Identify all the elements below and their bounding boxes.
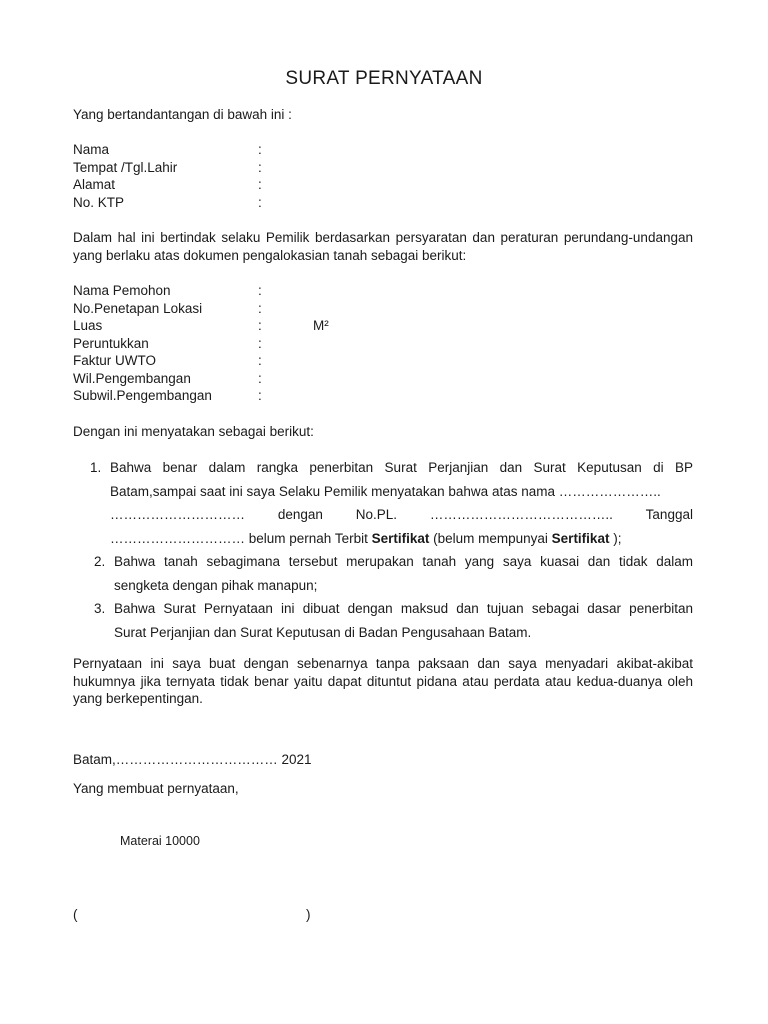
field-colon: : [258, 194, 262, 210]
signature-close-paren: ) [306, 907, 311, 922]
item-text-c: (belum mempunyai [429, 530, 552, 546]
signature-open-paren: ( [73, 907, 78, 922]
field-no-penetapan-lokasi [73, 300, 373, 318]
field-label: Peruntukkan [73, 335, 149, 351]
field-subwil-pengembangan [73, 387, 373, 405]
list-item-text: Bahwa tanah sebagimana tersebut merupakan tanah yang saya kuasai dan tidak dalam [114, 554, 693, 569]
place-date: Batam,……………………………… 2021 [73, 752, 312, 767]
declaration-list [90, 456, 693, 644]
field-label: Subwil.Pengembangan [73, 388, 212, 403]
list-item [94, 550, 693, 597]
materai-label: Materai 10000 [120, 834, 200, 848]
field-label: Faktur UWTO [73, 353, 157, 368]
field-label: No.Penetapan Lokasi [73, 300, 203, 316]
list-number: 3. [94, 601, 106, 616]
document-title: SURAT PERNYATAAN [285, 68, 483, 89]
field-peruntukkan [73, 335, 373, 353]
word-sertifikat: Sertifikat [371, 530, 430, 546]
field-no-ktp [73, 194, 373, 212]
list-item [94, 597, 693, 644]
item-text-b: belum pernah Terbit [245, 530, 372, 546]
field-colon: : [258, 300, 262, 316]
item-text-a: Bahwa benar dalam rangka penerbitan Surat Perjanjian dan Surat Keputusan di BP Batam,sampai saat ini saya Selaku Pemilik menyatakan bahwa atas nama ………………….. [110, 460, 693, 499]
declaration-intro: Dengan ini menyatakan sebagai berikut: [73, 424, 314, 439]
list-item-text: Bahwa Surat Pernyataan ini dibuat dengan maksud dan tujuan sebagai dasar penerbitan [114, 601, 693, 616]
dots-nopl: ………………………………….. [429, 507, 613, 522]
list-item [90, 456, 693, 550]
field-nama [73, 141, 373, 159]
list-item-text [110, 456, 693, 550]
intro-text: Yang bertandantangan di bawah ini : [73, 107, 292, 122]
field-label: Luas [73, 318, 103, 333]
word-dengan: dengan [277, 507, 323, 522]
field-label: Tempat /Tgl.Lahir [73, 159, 178, 175]
closing-paragraph: Pernyataan ini saya buat dengan sebenarnya tanpa paksaan dan saya menyadari akibat-akibat hukumnya jika ternyata tidak benar yaitu dapat dituntut pidana atau perdata atau kedua-duanya oleh yang berkepentingan. [73, 656, 693, 706]
field-colon: : [258, 177, 262, 192]
field-wil-pengembangan [73, 370, 373, 388]
field-colon: : [258, 370, 262, 386]
field-alamat [73, 176, 373, 194]
list-item-last-line: Surat Perjanjian dan Surat Keputusan di Badan Pengusahaan Batam. [114, 624, 532, 640]
field-colon: : [258, 318, 262, 333]
field-unit: M² [313, 318, 329, 333]
land-fields [73, 282, 373, 405]
signer-fields [73, 141, 373, 211]
field-colon: : [258, 353, 262, 368]
field-label: Nama Pemohon [73, 283, 171, 298]
field-colon: : [258, 335, 262, 351]
item-last-line [110, 527, 693, 551]
field-label: No. KTP [73, 194, 125, 210]
maker-label: Yang membuat pernyataan, [73, 781, 239, 796]
field-tempat-tgl-lahir [73, 159, 373, 177]
field-faktur-uwto [73, 352, 373, 370]
field-colon: : [258, 283, 262, 298]
field-colon: : [258, 142, 262, 157]
dots-date: ………………………… [110, 530, 245, 546]
field-label: Nama [73, 142, 110, 157]
word-tanggal: Tanggal [645, 507, 693, 522]
field-colon: : [258, 388, 262, 403]
word-nopl: No.PL. [355, 507, 397, 522]
word-sertifikat: Sertifikat [551, 530, 610, 546]
paragraph-basis: Dalam hal ini bertindak selaku Pemilik berdasarkan persyaratan dan peraturan perundang-undangan yang berlaku atas dokumen pengalokasian tanah sebagai berikut: [73, 230, 693, 263]
list-number: 1. [90, 460, 102, 475]
field-label: Wil.Pengembangan [73, 370, 191, 386]
list-item-last-line: sengketa dengan pihak manapun; [114, 577, 318, 593]
field-colon: : [258, 159, 262, 175]
list-number: 2. [94, 554, 106, 569]
item-text-d: ); [609, 530, 622, 546]
item-dots-line [110, 503, 693, 527]
dots-name: ………………………… [110, 507, 245, 522]
field-luas [73, 317, 373, 335]
field-nama-pemohon [73, 282, 373, 300]
field-label: Alamat [73, 177, 116, 192]
